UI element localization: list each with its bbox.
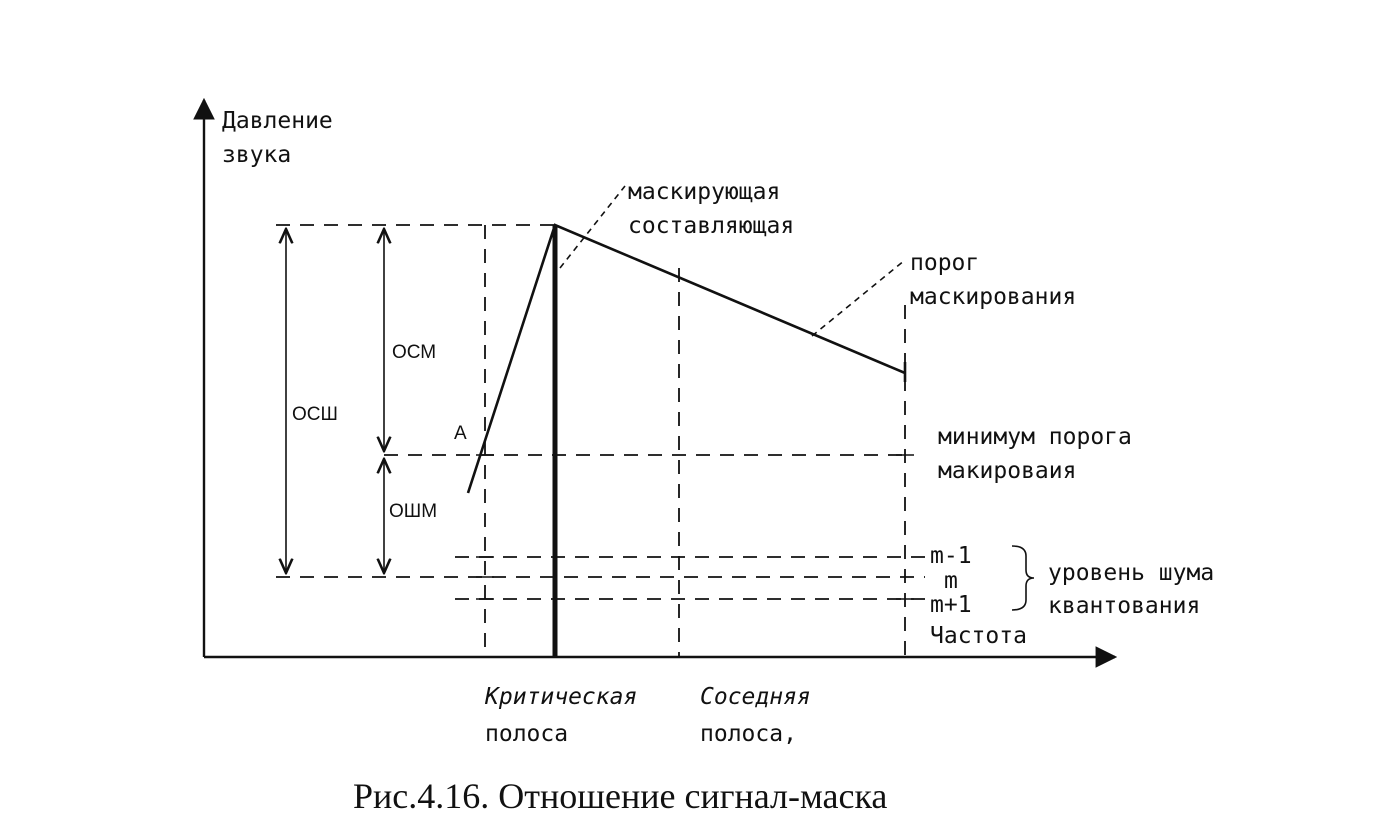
smr-label: ОСМ: [392, 342, 437, 363]
threshold-label-line2: маскирования: [910, 284, 1077, 310]
noise-label-line2: квантования: [1048, 593, 1201, 619]
threshold-label-line1: порог: [910, 250, 980, 276]
masker-leader-line: [560, 186, 625, 268]
neighbor-band-label-line2: полоса,: [700, 721, 797, 747]
critical-band-label-line2: полоса: [485, 721, 569, 747]
noise-label-line1: уровень шума: [1048, 560, 1215, 586]
noise-level-brace: [1012, 546, 1034, 610]
x-axis-label: Частота: [930, 623, 1027, 649]
min-threshold-label-line1: минимум порога: [938, 424, 1132, 450]
level-m-label: m: [944, 568, 958, 594]
figure-caption: Рис.4.16. Отношение сигнал-маска: [353, 776, 888, 816]
y-axis-label-line2: звука: [222, 142, 292, 168]
masker-label-line1: маскирующая: [628, 179, 781, 205]
neighbor-band-label-line1: Соседняя: [700, 684, 811, 710]
level-m-plus-1-label: m+1: [930, 592, 972, 618]
masking-threshold-curve: [468, 225, 905, 493]
nmr-label: ОШМ: [389, 501, 438, 522]
point-a-label: A: [454, 423, 467, 444]
snr-label: ОСШ: [292, 404, 338, 425]
y-axis-label-line1: Давление: [222, 108, 333, 134]
threshold-leader-line: [812, 260, 905, 336]
min-threshold-label-line2: макироваия: [938, 458, 1077, 484]
critical-band-label-line1: Критическая: [485, 684, 638, 710]
masker-label-line2: составляющая: [628, 213, 795, 239]
level-m-minus-1-label: m-1: [930, 543, 972, 569]
